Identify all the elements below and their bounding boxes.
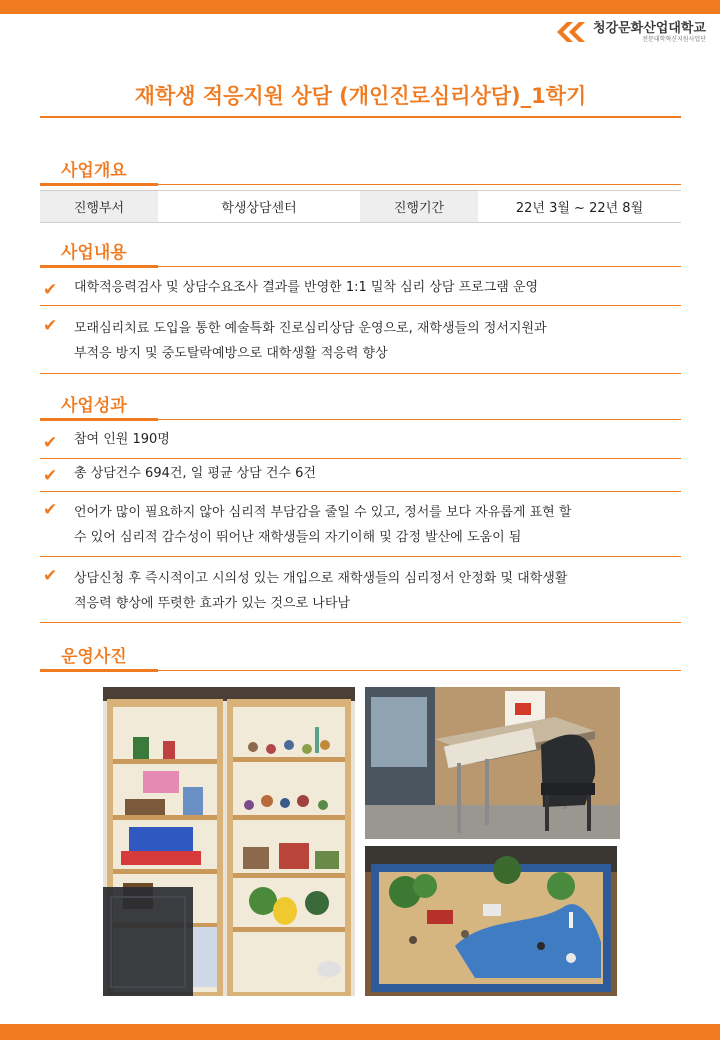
photo-counseling-desk	[365, 687, 620, 839]
list-item	[40, 566, 681, 623]
period-label: 진행기간	[360, 191, 478, 222]
bottom-accent-bar	[0, 1024, 720, 1040]
section-rule	[158, 266, 681, 267]
section-rule	[158, 184, 681, 185]
check-icon: ✔	[43, 500, 58, 520]
check-icon: ✔	[43, 280, 58, 300]
overview-table	[40, 190, 681, 223]
check-icon: ✔	[43, 466, 58, 486]
section-content-title: 사업내용	[61, 243, 127, 263]
list-item	[40, 460, 681, 492]
logo-mark-icon	[553, 20, 589, 44]
photo-sand-tray	[365, 846, 617, 996]
section-underline	[40, 183, 158, 186]
list-item-text: 언어가 많이 필요하지 않아 심리적 부담감을 줄일 수 있고, 정서를 보다 자유롭게 표현 할 수 있어 심리적 감수성이 뛰어난 재학생들의 자기이해 및 감정 발산에 도움이 됨	[74, 505, 572, 545]
section-photos-title: 운영사진	[61, 647, 127, 667]
logo-subname: 전문대학혁신지원사업단	[642, 35, 706, 43]
check-icon: ✔	[43, 316, 58, 336]
section-rule	[158, 419, 681, 420]
list-item-text: 참여 인원 190명	[74, 432, 170, 447]
section-overview-header	[40, 156, 681, 186]
photo-figurine-shelves	[103, 687, 355, 996]
list-item-text: 총 상담건수 694건, 일 평균 상담 건수 6건	[74, 466, 316, 481]
period-value: 22년 3월 ~ 22년 8월	[515, 201, 644, 216]
section-underline	[40, 418, 158, 421]
list-item-text: 상담신청 후 즉시적이고 시의성 있는 개입으로 재학생들의 심리정서 안정화 및 대학생활 적응력 향상에 뚜렷한 효과가 있는 것으로 나타남	[74, 571, 568, 611]
list-item-text: 대학적응력검사 및 상담수요조사 결과를 반영한 1:1 밀착 심리 상담 프로그램 운영	[74, 280, 539, 295]
section-underline	[40, 669, 158, 672]
list-item	[40, 427, 681, 459]
section-results-header	[40, 391, 681, 421]
check-icon: ✔	[43, 566, 58, 586]
list-item	[40, 316, 681, 374]
list-item	[40, 500, 681, 557]
page-title: 재학생 적응지원 상담 (개인진로심리상담)_1학기	[134, 84, 587, 108]
section-underline	[40, 265, 158, 268]
institution-logo	[553, 20, 706, 44]
check-icon: ✔	[43, 433, 58, 453]
section-photos-header	[40, 642, 681, 672]
dept-value: 학생상담센터	[221, 201, 297, 216]
logo-name: 청강문화산업대학교	[592, 20, 706, 36]
section-rule	[158, 670, 681, 671]
section-content-header	[40, 238, 681, 268]
section-overview-title: 사업개요	[61, 161, 127, 181]
list-item	[40, 274, 681, 306]
title-divider	[40, 116, 681, 118]
list-item-text: 모래심리치료 도입을 통한 예술특화 진로심리상담 운영으로, 재학생들의 정서지원과 부적응 방지 및 중도탈락예방으로 대학생활 적응력 향상	[74, 321, 547, 361]
dept-label: 진행부서	[40, 191, 158, 222]
top-accent-bar	[0, 0, 720, 14]
section-results-title: 사업성과	[61, 396, 127, 416]
